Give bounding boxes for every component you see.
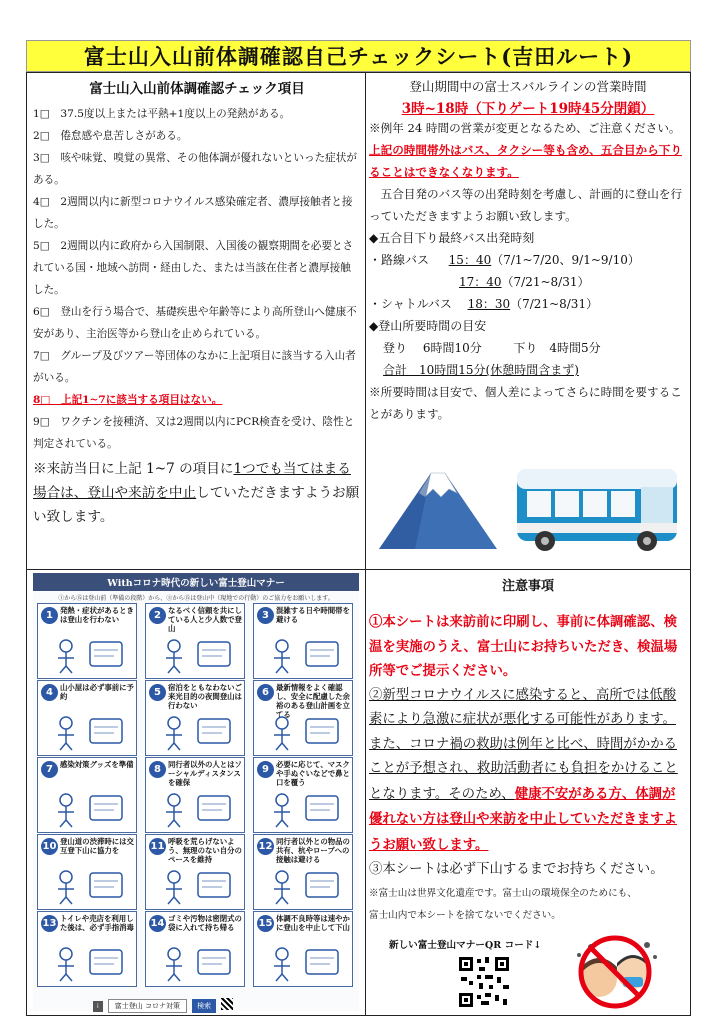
sheet [26, 40, 691, 1016]
caution-note-a: ※富士山は世界文化遺産です。富士山の環境保全のためにも、 [369, 887, 637, 899]
duration-down: 下り 4時間5分 [513, 341, 601, 355]
caution-2-text: ②新型コロナウイルスに感染すると、高所では低酸素により急激に症状が悪化する可能性があります。また、コロナ禍の救助は例年と比べ、時間がかかることが予想され、救助活動者にも負担をかけることとなります。そのため、 [369, 687, 678, 802]
manner-footer-tag: i [93, 1001, 103, 1012]
page-title: 富士山入山前体調確認自己チェックシート(吉田ルート) [26, 40, 691, 72]
manner-item [145, 911, 245, 987]
manner-item-title: 必要に応じて、マスクや手ぬぐいなどで鼻と口を覆う [276, 760, 350, 787]
check-item-7[interactable]: 7□ グループ及びツアー等団体のなかに上記項目に該当する入山者がいる。 [33, 350, 356, 384]
manner-item [37, 834, 137, 910]
manner-item-title: 体調不良時等は速やかに登山を中止して下山 [276, 914, 350, 932]
caution-heading: 注意事項 [501, 579, 554, 594]
manner-item [37, 911, 137, 987]
manner-infographic [33, 573, 359, 1011]
route-bus-time-1: 15：40 [448, 253, 492, 267]
manner-illustration-icon [262, 865, 346, 905]
no-virus-icon [567, 933, 663, 1011]
divider-vertical [365, 73, 366, 1015]
duration-row [369, 337, 687, 359]
manner-illustration-icon [46, 865, 130, 905]
check-heading: 富士山入山前体調確認チェック項目 [89, 81, 305, 97]
check-item-8[interactable]: 8□ 上記1~7に該当する項目はない。 [33, 394, 223, 406]
manner-item [253, 757, 353, 833]
last-bus-heading: ◆五合目下り最終バス出発時刻 [369, 231, 535, 245]
manner-item-title: なるべく信頼を共にしている人と少人数で登山 [168, 606, 242, 633]
check-item-5[interactable]: 5□ 2週間以内に政府から入国制限、入国後の観察期間を必要とされている国・地域へ訪問・経由した、または当該在住者と濃厚接触した。 [33, 240, 354, 296]
manner-item-number: 4 [41, 684, 58, 701]
shuttle-label: ・シャトルバス [369, 297, 452, 311]
caution-note-b: 富士山内で本シートを捨てないでください。 [369, 909, 561, 921]
manner-item [253, 603, 353, 679]
manner-illustration-icon [154, 711, 238, 751]
duration-up: 登り 6時間10分 [383, 341, 482, 355]
manner-item [37, 680, 137, 756]
manner-section [31, 573, 361, 1013]
manner-item-number: 8 [149, 761, 166, 778]
manner-illustration-icon [154, 942, 238, 982]
qr-code-icon[interactable] [457, 955, 511, 1009]
route-bus-row-2 [369, 271, 687, 293]
manner-illustration-icon [46, 634, 130, 674]
check-note [33, 457, 361, 529]
manner-item [145, 834, 245, 910]
manner-item-title: トイレや売店を利用した後は、必ず手指消毒 [60, 914, 134, 932]
manner-item-number: 11 [149, 838, 166, 855]
manner-item-number: 13 [41, 915, 58, 932]
manner-illustration-icon [46, 711, 130, 751]
hours-note-a: ※例年 24 時間の営業が変更となるため、ご注意ください。 [369, 121, 681, 135]
manner-item-title: ゴミや汚物は密閉式の袋に入れて持ち帰る [168, 914, 242, 932]
manner-item [145, 680, 245, 756]
manner-item-title: 呼吸を荒らげないよう、無理のない自分のペースを維持 [168, 837, 242, 864]
manner-item-number: 12 [257, 838, 274, 855]
shuttle-period: （7/21~8/31） [510, 297, 599, 311]
manner-item [145, 603, 245, 679]
caution-1: ①本シートは来訪前に印刷し、事前に体調確認、検温を実施のうえ、富士山にお持ちいただき、検温場所等でご提示ください。 [369, 614, 678, 679]
manner-illustration-icon [154, 634, 238, 674]
manner-item [145, 757, 245, 833]
manner-illustration-icon [154, 865, 238, 905]
duration-total: 合計 10時間15分(休憩時間含まず) [383, 363, 579, 377]
check-section [33, 75, 361, 567]
hours-note-b: 上記の時間帯外はバス、タクシー等も含め、五合目から下りることはできなくなります。 [369, 143, 682, 179]
caution-section [369, 573, 687, 1013]
check-note-c: していただきますようお願い致します。 [33, 485, 360, 525]
hours-note [369, 117, 687, 183]
manner-illustration-icon [46, 788, 130, 828]
mount-fuji-icon [379, 473, 497, 549]
caution-2-emphasis: 健康不安がある方、体調が優れない方は登山や来訪を中止していただきますようお願い致します。 [369, 785, 677, 853]
manner-item-number: 15 [257, 915, 274, 932]
manner-qr-icon [221, 998, 233, 1010]
hours-title: 登山期間中の富士スバルラインの営業時間 [409, 79, 647, 94]
manner-illustration-icon [262, 711, 346, 751]
manner-item-number: 1 [41, 607, 58, 624]
manner-item [37, 603, 137, 679]
route-bus-period-2: （7/21~8/31） [501, 275, 590, 289]
hours-section [369, 75, 687, 567]
manner-item-number: 3 [257, 607, 274, 624]
caution-3: ③本シートは必ず下山するまでお持ちください。 [369, 862, 664, 877]
manner-item [253, 911, 353, 987]
manner-item-title: 混雑する日や時間帯を避ける [276, 606, 350, 624]
duration-heading: ◆登山所要時間の目安 [369, 319, 487, 333]
manner-item [37, 757, 137, 833]
check-item-3[interactable]: 3□ 咳や味覚、嗅覚の異常、その他体調が優れないといった症状がある。 [33, 152, 357, 186]
check-item-9[interactable]: 9□ ワクチンを接種済、又は2週間以内にPCR検査を受け、陰性と判定されている。 [33, 416, 355, 450]
manner-item-number: 6 [257, 684, 274, 701]
manner-illustration-icon [262, 942, 346, 982]
check-item-2[interactable]: 2□ 倦怠感や息苦しさがある。 [33, 130, 188, 142]
manner-illustration-icon [46, 942, 130, 982]
mountain-bus-illustration [375, 451, 681, 559]
manner-item-number: 2 [149, 607, 166, 624]
check-item-4[interactable]: 4□ 2週間以内に新型コロナウイルス感染確定者、濃厚接触者と接した。 [33, 196, 353, 230]
bus-icon [517, 469, 677, 551]
manner-illustration-icon [154, 788, 238, 828]
manner-search-box[interactable]: 富士登山 コロナ対策 [108, 999, 187, 1013]
manner-item-number: 10 [41, 838, 58, 855]
manner-illustration-icon [262, 788, 346, 828]
manner-item-title: 登山道の渋滞時には交互登下山に協力を [60, 837, 134, 855]
manner-item-title: 同行者以外との物品の共有、杭やロープへの接触は避ける [276, 837, 350, 864]
manner-item-number: 7 [41, 761, 58, 778]
route-bus-label: ・路線バス [369, 253, 430, 267]
manner-item-title: 同行者以外の人とはソーシャルディスタンスを確保 [168, 760, 242, 787]
caution-2 [369, 684, 687, 859]
duration-note: ※所要時間は目安で、個人差によってさらに時間を要することがあります。 [369, 385, 682, 421]
manner-item [253, 680, 353, 756]
sheet-grid [26, 72, 691, 1016]
manner-item-title: 感染対策グッズを準備 [60, 760, 134, 769]
manner-item [253, 834, 353, 910]
manner-item-number: 14 [149, 915, 166, 932]
check-item-6[interactable]: 6□ 登山を行う場合で、基礎疾患や年齢等により高所登山へ健康不安があり、主治医等から登山を止められている。 [33, 306, 357, 340]
check-note-a: ※来訪当日に上記 1~7 の項目に [33, 461, 234, 477]
check-item-1[interactable]: 1□ 37.5度以上または平熱+1度以上の発熱がある。 [33, 108, 291, 120]
manner-illustration-icon [262, 634, 346, 674]
divider-horizontal [27, 569, 690, 570]
manner-item-number: 5 [149, 684, 166, 701]
shuttle-row [369, 293, 687, 315]
manner-footer [93, 993, 303, 1010]
manner-item-title: 宿泊をともなわないご来光目的の夜間登山は行わない [168, 683, 242, 710]
route-bus-time-2: 17：40 [459, 275, 502, 289]
manner-heading: Withコロナ時代の新しい富士登山マナー [33, 573, 359, 591]
check-note-b: 1つでも当てはまる場合は、登山や来訪を中止 [33, 461, 351, 501]
hours-plan: 五合目発のバス等の出発時刻を考慮し、計画的に登山を行っていただきますようお願い致します。 [369, 187, 683, 223]
qr-label: 新しい富士登山マナーQR コード↓ [389, 939, 542, 951]
route-bus-period-1: （7/1~7/20、9/1~9/10） [491, 253, 640, 267]
manner-subheading: ①から⑮は登山前（準備の段階）から、③から⑮は登山中（現地での行動）のご協力をお願いします。 [58, 595, 334, 602]
manner-item-title: 最新情報をよく確認し、安全に配慮した余裕のある登山計画を立てる [276, 683, 350, 719]
route-bus-row-1 [369, 249, 687, 271]
manner-search-button[interactable]: 検索 [192, 999, 216, 1013]
manner-item-title: 発熱・症状があるときは登山を行わない [60, 606, 134, 624]
hours-time: 3時~18時（下りゲート19時45分閉鎖） [401, 101, 655, 117]
shuttle-time: 18：30 [467, 297, 511, 311]
manner-item-title: 山小屋は必ず事前に予約 [60, 683, 134, 701]
manner-item-number: 9 [257, 761, 274, 778]
